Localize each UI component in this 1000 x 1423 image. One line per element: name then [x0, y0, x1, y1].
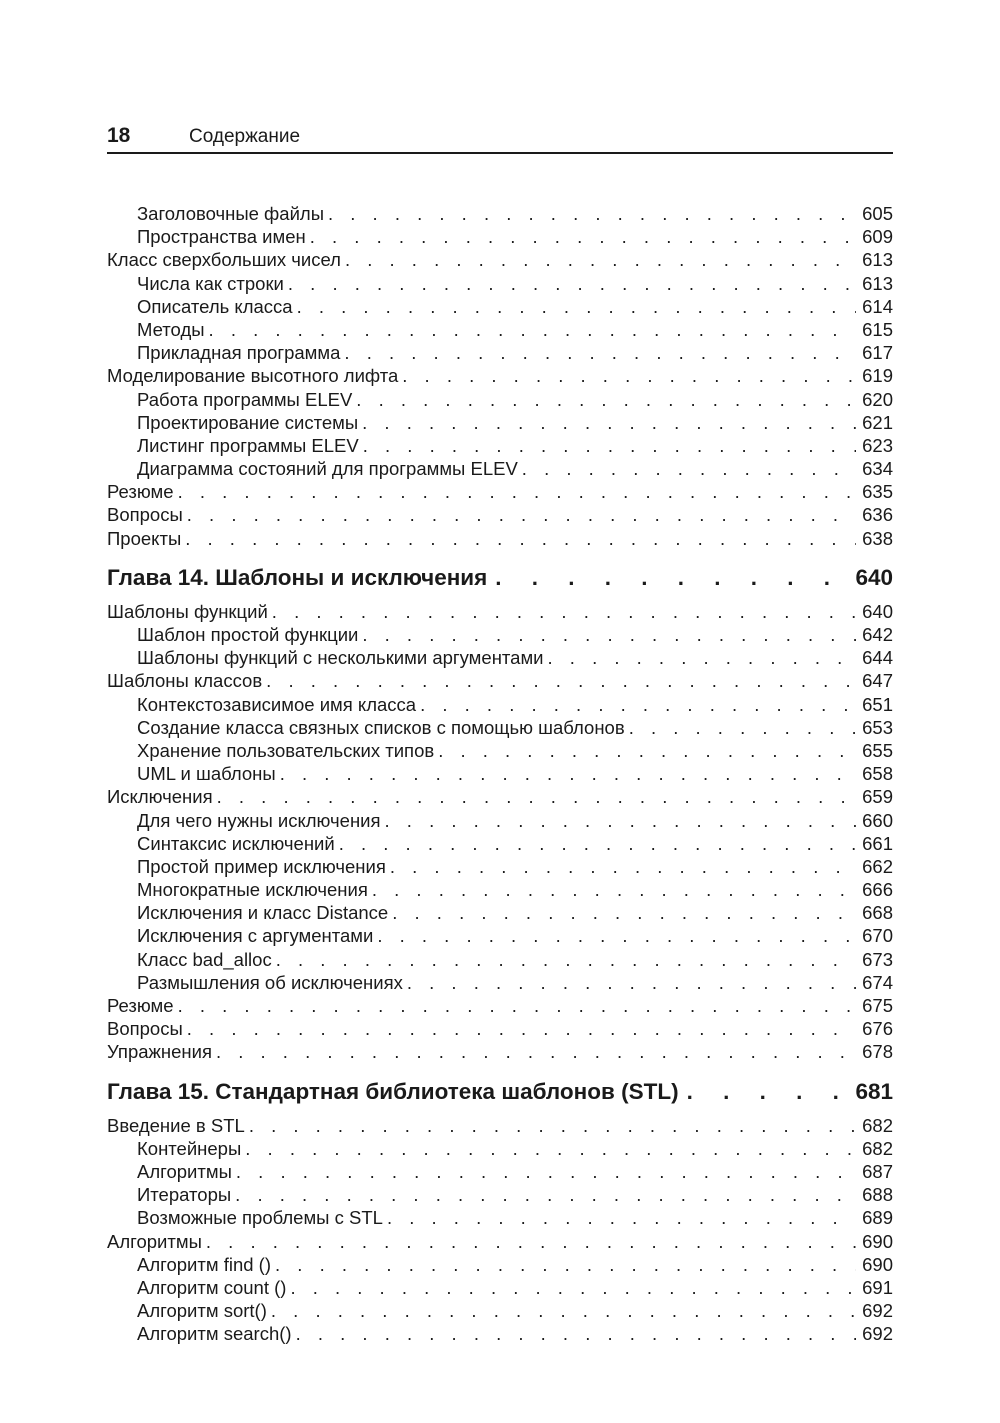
toc-entry-page: 647	[862, 670, 893, 692]
toc-entry-title: Шаблон простой функции	[137, 624, 359, 645]
toc-entry	[107, 503, 893, 526]
dot-leader	[390, 855, 856, 878]
toc-entry	[107, 295, 893, 318]
toc-entry-page: 687	[862, 1160, 893, 1182]
toc-entry	[107, 457, 893, 480]
dot-leader	[495, 564, 845, 592]
toc-entry-page: 692	[862, 1323, 893, 1345]
dot-leader	[372, 878, 856, 901]
toc-block-chapter-14	[107, 600, 893, 1064]
dot-leader	[310, 225, 856, 248]
dot-leader	[245, 1137, 856, 1160]
toc-entry	[107, 1137, 893, 1160]
toc-entry	[107, 623, 893, 646]
toc-entry-title: Возможные проблемы с STL	[137, 1207, 383, 1229]
toc-entry-page: 670	[862, 925, 893, 947]
toc-entry-title: Контекстозависимое имя класса	[137, 693, 417, 715]
toc-entry-page: 658	[862, 763, 893, 785]
dot-leader	[206, 1230, 856, 1253]
toc-entry-title: Создание класса связных списков с помощью шаблонов	[137, 716, 625, 738]
toc-entry-title: Шаблоны функций	[107, 600, 268, 622]
dot-leader	[178, 994, 857, 1017]
toc-block-chapter-13-tail	[107, 202, 893, 550]
toc-entry-title: Размышления об исключениях	[137, 971, 403, 993]
dot-leader	[296, 1322, 857, 1345]
dot-leader	[407, 971, 856, 994]
toc-entry	[107, 272, 893, 295]
toc-entry	[107, 434, 893, 457]
toc-entry-page: 640	[862, 600, 893, 622]
toc-entry-page: 642	[862, 624, 893, 645]
toc-entry-page: 655	[862, 739, 893, 761]
toc-entry	[107, 1040, 893, 1063]
toc-entry	[107, 855, 893, 878]
dot-leader	[438, 739, 856, 762]
dot-leader	[522, 457, 856, 480]
toc-entry-title: Для чего нужны исключения	[137, 809, 381, 831]
dot-leader	[178, 480, 857, 503]
dot-leader	[392, 901, 856, 924]
toc-entry-page: 609	[862, 226, 893, 248]
toc-entry-title: Многократные исключения	[137, 879, 368, 901]
toc-entry-title: Алгоритм find ()	[137, 1253, 272, 1275]
toc-entry-page: 668	[862, 902, 893, 924]
dot-leader	[362, 411, 856, 434]
toc-entry-page: 621	[862, 411, 893, 433]
toc-entry	[107, 1114, 893, 1137]
chapter-page: 681	[855, 1078, 893, 1104]
toc-entry-page: 620	[862, 388, 893, 410]
toc-entry-title: Алгоритмы	[107, 1230, 202, 1252]
dot-leader	[629, 716, 856, 739]
toc-entry-page: 613	[862, 272, 893, 294]
toc-entry-title: Простой пример исключения	[137, 855, 386, 877]
toc-entry-page: 661	[862, 832, 893, 854]
toc-entry	[107, 1183, 893, 1206]
toc-entry-title: Диаграмма состояний для программы ELEV	[137, 458, 518, 480]
toc-entry-title: Вопросы	[107, 1018, 183, 1040]
dot-leader	[548, 646, 857, 669]
toc-entry	[107, 809, 893, 832]
toc-entry-page: 682	[862, 1114, 893, 1136]
dot-leader	[276, 948, 856, 971]
toc-entry-page: 636	[862, 504, 893, 526]
toc-entry-title: Проектирование системы	[137, 411, 359, 433]
dot-leader	[187, 1017, 856, 1040]
toc-entry-title: Числа как строки	[137, 272, 284, 294]
dot-leader	[297, 295, 857, 318]
toc-entry-page: 682	[862, 1137, 893, 1159]
dot-leader	[328, 202, 856, 225]
dot-leader	[185, 527, 856, 550]
toc-entry-title: Упражнения	[107, 1041, 212, 1063]
dot-leader	[217, 785, 857, 808]
toc-entry-title: Прикладная программа	[137, 342, 341, 364]
chapter-heading-14	[107, 564, 893, 592]
dot-leader	[402, 364, 856, 387]
toc-entry	[107, 202, 893, 225]
toc-entry-title: Пространства имен	[137, 226, 306, 248]
toc-entry-page: 673	[862, 948, 893, 970]
toc-entry	[107, 1230, 893, 1253]
toc-entry-page: 638	[862, 527, 893, 549]
dot-leader	[345, 248, 856, 271]
toc-entry	[107, 318, 893, 341]
toc-entry-page: 617	[862, 342, 893, 364]
chapter-page: 640	[855, 564, 893, 590]
toc-entry-title: Заголовочные файлы	[137, 203, 324, 224]
toc-entry-title: Итераторы	[137, 1184, 232, 1206]
toc-entry-page: 605	[862, 203, 893, 224]
toc-entry-page: 691	[862, 1276, 893, 1298]
dot-leader	[288, 272, 856, 295]
toc-entry-page: 613	[862, 249, 893, 271]
toc-entry	[107, 994, 893, 1017]
toc-entry	[107, 364, 893, 387]
toc-entry-title: Исключения с аргументами	[137, 925, 374, 947]
toc-entry-title: Алгоритм search()	[137, 1323, 292, 1345]
dot-leader	[687, 1078, 846, 1106]
dot-leader	[187, 503, 856, 526]
toc-entry-title: Контейнеры	[137, 1137, 242, 1159]
dot-leader	[235, 1183, 856, 1206]
dot-leader	[290, 1276, 856, 1299]
toc-entry-title: Резюме	[107, 995, 174, 1016]
toc-entry-page: 692	[862, 1300, 893, 1322]
dot-leader	[387, 1206, 856, 1229]
toc-entry	[107, 411, 893, 434]
toc-entry-page: 653	[862, 716, 893, 738]
dot-leader	[363, 434, 856, 457]
toc-entry-page: 688	[862, 1184, 893, 1206]
toc-entry-page: 662	[862, 855, 893, 877]
toc-entry-page: 644	[862, 647, 893, 669]
running-title: Содержание	[189, 126, 301, 147]
toc-entry-title: UML и шаблоны	[137, 763, 276, 785]
toc-entry-page: 690	[862, 1253, 893, 1275]
toc-entry-page: 689	[862, 1207, 893, 1229]
toc-entry	[107, 1276, 893, 1299]
toc-entry-title: Методы	[137, 318, 205, 340]
toc-entry	[107, 785, 893, 808]
toc-entry	[107, 341, 893, 364]
toc-entry-title: Работа программы ELEV	[137, 388, 353, 410]
toc-entry-title: Шаблоны классов	[107, 670, 263, 692]
toc-entry-title: Хранение пользовательских типов	[137, 739, 435, 761]
toc-entry-title: Синтаксис исключений	[137, 832, 335, 854]
toc-entry	[107, 1253, 893, 1276]
toc-entry	[107, 971, 893, 994]
toc-entry	[107, 1160, 893, 1183]
toc-entry-page: 614	[862, 295, 893, 317]
toc-entry	[107, 388, 893, 411]
page-header	[107, 124, 893, 154]
dot-leader	[339, 832, 856, 855]
toc-entry-page: 634	[862, 458, 893, 480]
dot-leader	[271, 1299, 856, 1322]
toc-entry	[107, 901, 893, 924]
toc-entry-page: 690	[862, 1230, 893, 1252]
toc-entry-page: 676	[862, 1018, 893, 1040]
toc-entry	[107, 527, 893, 550]
toc-entry	[107, 1299, 893, 1322]
dot-leader	[280, 762, 856, 785]
toc-entry-title: Класс сверхбольших чисел	[107, 249, 341, 271]
toc-entry	[107, 1206, 893, 1229]
toc-entry-title: Листинг программы ELEV	[137, 434, 359, 456]
toc-entry-page: 675	[862, 995, 893, 1016]
table-of-contents	[107, 202, 893, 1345]
toc-entry	[107, 716, 893, 739]
dot-leader	[344, 341, 856, 364]
toc-entry	[107, 480, 893, 503]
dot-leader	[272, 600, 856, 623]
toc-entry	[107, 693, 893, 716]
toc-entry-title: Класс bad_alloc	[137, 948, 272, 970]
dot-leader	[216, 1040, 856, 1063]
toc-entry-title: Алгоритм sort()	[137, 1300, 267, 1322]
toc-entry-title: Шаблоны функций с несколькими аргументами	[137, 647, 544, 669]
page-number: 18	[107, 124, 131, 147]
toc-block-chapter-15	[107, 1114, 893, 1346]
toc-entry	[107, 669, 893, 692]
toc-entry	[107, 248, 893, 271]
toc-entry	[107, 739, 893, 762]
toc-entry-title: Исключения	[107, 786, 213, 808]
dot-leader	[209, 318, 857, 341]
toc-entry	[107, 762, 893, 785]
toc-entry-page: 674	[862, 971, 893, 993]
dot-leader	[275, 1253, 856, 1276]
toc-entry	[107, 924, 893, 947]
toc-entry	[107, 878, 893, 901]
dot-leader	[362, 623, 856, 646]
toc-entry-page: 619	[862, 365, 893, 387]
dot-leader	[420, 693, 856, 716]
toc-entry-page: 623	[862, 434, 893, 456]
chapter-title: Глава 14. Шаблоны и исключения	[107, 564, 488, 590]
dot-leader	[385, 809, 857, 832]
dot-leader	[377, 924, 856, 947]
toc-entry-page: 678	[862, 1041, 893, 1063]
toc-entry-title: Введение в STL	[107, 1114, 245, 1136]
toc-entry-title: Исключения и класс Distance	[137, 902, 389, 924]
dot-leader	[249, 1114, 856, 1137]
dot-leader	[356, 388, 856, 411]
toc-entry	[107, 225, 893, 248]
toc-entry-page: 660	[862, 809, 893, 831]
chapter-heading-15	[107, 1078, 893, 1106]
toc-entry	[107, 832, 893, 855]
dot-leader	[266, 669, 856, 692]
toc-entry-page: 659	[862, 786, 893, 808]
toc-entry-page: 635	[862, 481, 893, 503]
toc-entry-title: Алгоритм count ()	[137, 1276, 287, 1298]
toc-entry	[107, 948, 893, 971]
toc-entry-title: Вопросы	[107, 504, 183, 526]
toc-entry	[107, 1322, 893, 1345]
toc-entry-page: 666	[862, 879, 893, 901]
toc-entry-page: 651	[862, 693, 893, 715]
toc-entry-title: Проекты	[107, 527, 182, 549]
toc-entry	[107, 646, 893, 669]
toc-entry-title: Алгоритмы	[137, 1160, 232, 1182]
dot-leader	[236, 1160, 856, 1183]
toc-entry-title: Описатель класса	[137, 295, 293, 317]
toc-entry-title: Резюме	[107, 481, 174, 503]
toc-entry-title: Моделирование высотного лифта	[107, 365, 399, 387]
toc-entry	[107, 600, 893, 623]
toc-entry	[107, 1017, 893, 1040]
chapter-title: Глава 15. Стандартная библиотека шаблонов (STL)	[107, 1078, 679, 1104]
toc-entry-page: 615	[862, 318, 893, 340]
